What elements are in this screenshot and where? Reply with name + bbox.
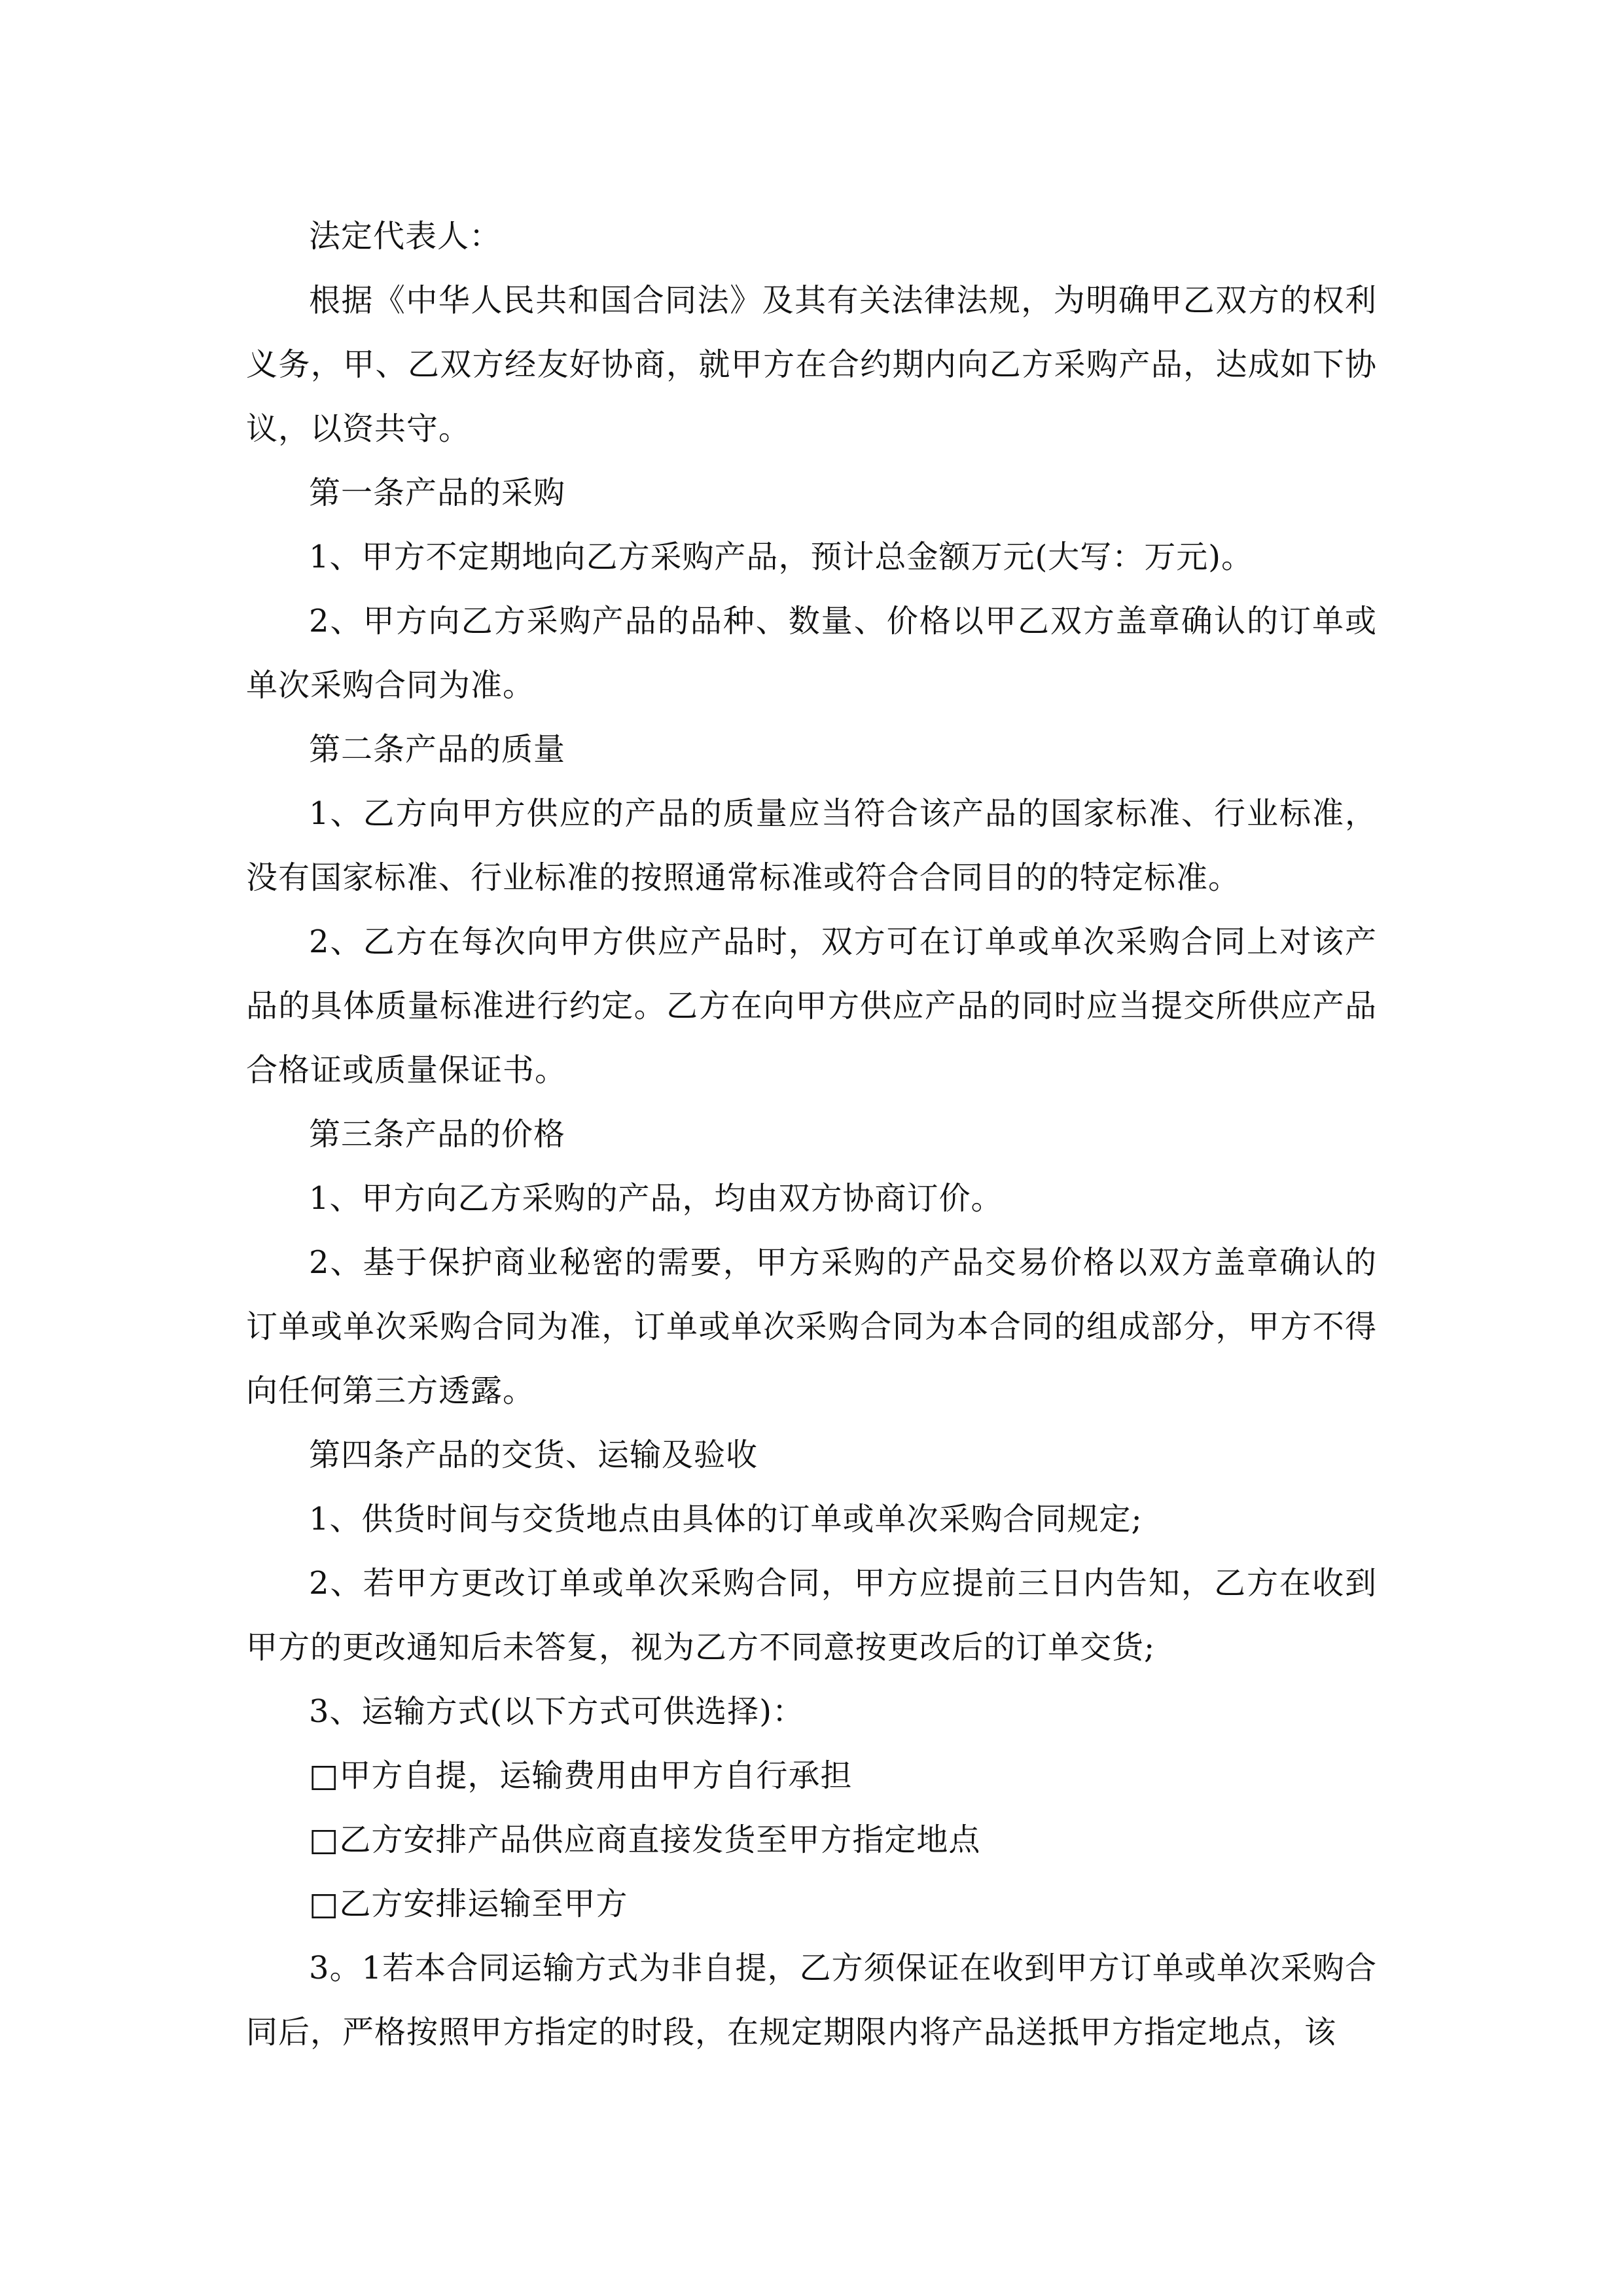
article-1-heading: 第一条产品的采购 [309,475,566,511]
transport-option-self-pickup: □甲方自提，运输费用由甲方自行承担 [309,1757,853,1794]
article-4-clause-2: 2、若甲方更改订单或单次采购合同，甲方应提前三日内告知，乙方在收到甲方的更改通知后未答复，视为乙方不同意按更改后的订单交货; [246,1565,1377,1666]
transport-option-arranged-delivery: □乙方安排运输至甲方 [309,1886,628,1922]
article-4-clause-1: 1、供货时间与交货地点由具体的订单或单次采购合同规定; [309,1501,1143,1537]
transport-option-direct-shipping: □乙方安排产品供应商直接发货至甲方指定地点 [309,1821,981,1858]
article-4-clause-3-1: 3。1若本合同运输方式为非自提，乙方须保证在收到甲方订单或单次采购合同后，严格按照甲方指定的时段，在规定期限内将产品送抵甲方指定地点，该 [246,1950,1377,2051]
article-2-clause-2: 2、乙方在每次向甲方供应产品时，双方可在订单或单次采购合同上对该产品的具体质量标准进行约定。乙方在向甲方供应产品的同时应当提交所供应产品合格证或质量保证书。 [246,924,1377,1088]
article-1-clause-2: 2、甲方向乙方采购产品的品种、数量、价格以甲乙双方盖章确认的订单或单次采购合同为准。 [246,603,1377,704]
document-body [246,204,1377,2064]
article-2-clause-1: 1、乙方向甲方供应的产品的质量应当符合该产品的国家标准、行业标准，没有国家标准、行业标准的按照通常标准或符合合同目的的特定标准。 [246,795,1377,896]
article-3-clause-1: 1、甲方向乙方采购的产品，均由双方协商订价。 [309,1180,1003,1217]
article-1-clause-1: 1、甲方不定期地向乙方采购产品，预计总金额万元(大写：万元)。 [309,539,1253,575]
preamble-paragraph: 根据《中华人民共和国合同法》及其有关法律法规，为明确甲乙双方的权利义务，甲、乙双方经友好协商，就甲方在合约期内向乙方采购产品，达成如下协议，以资共守。 [246,282,1377,447]
legal-representative-line: 法定代表人： [309,218,502,255]
article-2-heading: 第二条产品的质量 [309,731,566,768]
article-3-clause-2: 2、基于保护商业秘密的需要，甲方采购的产品交易价格以双方盖章确认的订单或单次采购合同为准，订单或单次采购合同为本合同的组成部分，甲方不得向任何第三方透露。 [246,1244,1377,1409]
article-4-heading: 第四条产品的交货、运输及验收 [309,1437,758,1473]
article-3-heading: 第三条产品的价格 [309,1116,566,1153]
article-4-clause-3: 3、运输方式(以下方式可供选择)： [309,1693,804,1730]
